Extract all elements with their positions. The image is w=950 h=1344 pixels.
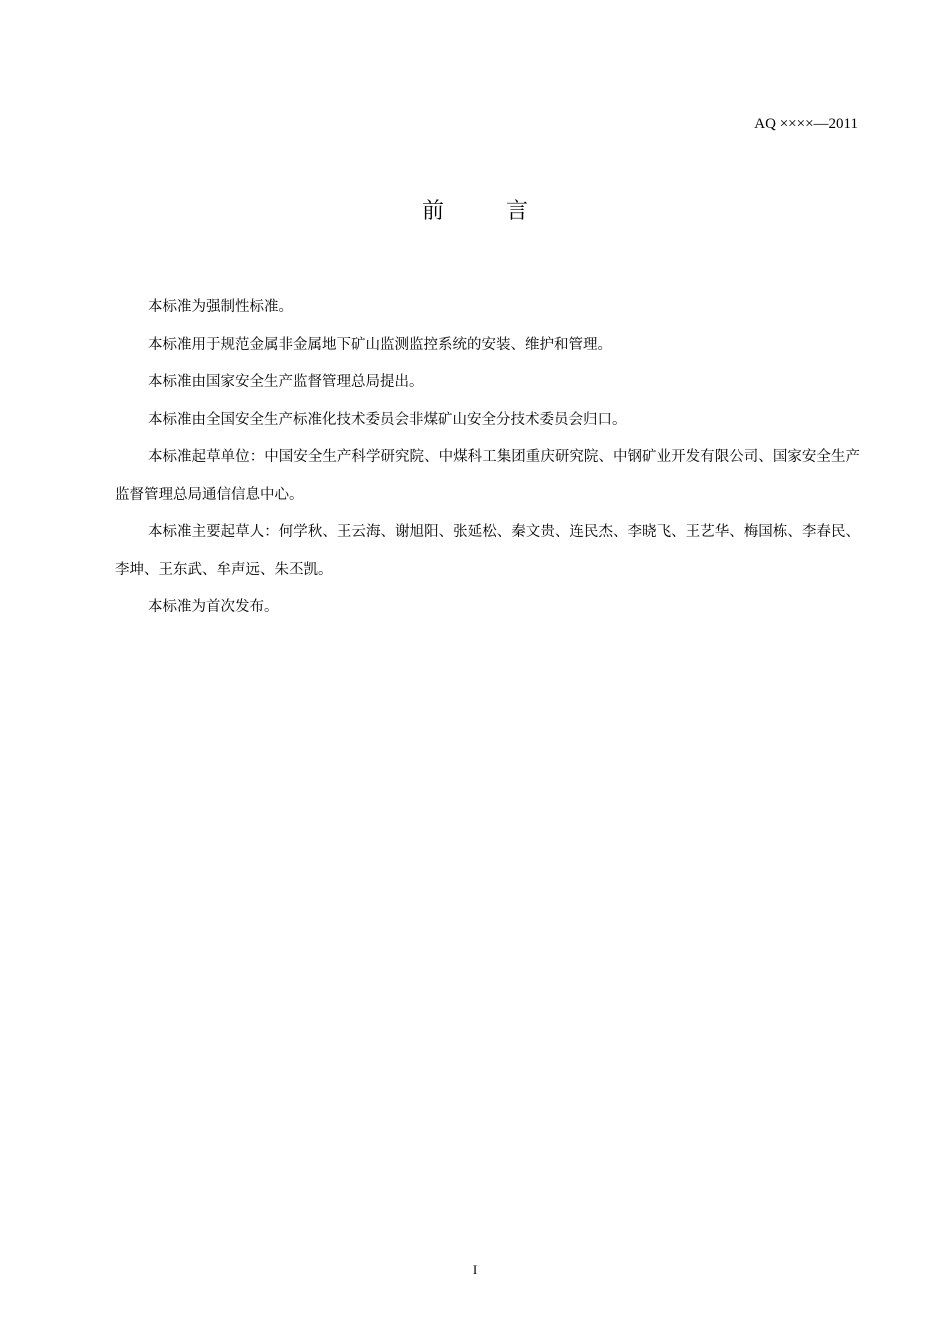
document-code: AQ ××××—2011	[754, 116, 858, 132]
foreword-body	[115, 289, 860, 627]
paragraph-drafting-units: 本标准起草单位：中国安全生产科学研究院、中煤科工集团重庆研究院、中钢矿业开发有限公司、国家安全生产监督管理总局通信信息中心。	[115, 449, 860, 503]
paragraph-committee: 本标准由全国安全生产标准化技术委员会非煤矿山安全分技术委员会归口。	[148, 411, 627, 428]
paragraph-scope: 本标准用于规范金属非金属地下矿山监测监控系统的安装、维护和管理。	[148, 336, 612, 353]
paragraph-first-release: 本标准为首次发布。	[148, 599, 279, 615]
page-title: 前言	[421, 199, 590, 224]
page-number: I	[472, 1262, 478, 1277]
paragraph-drafters: 本标准主要起草人：何学秋、王云海、谢旭阳、张延松、秦文贵、连民杰、李晓飞、王艺华、梅国栋、李春民、李坤、王东武、牟声远、朱丕凯。	[115, 524, 860, 578]
paragraph-mandatory: 本标准为强制性标准。	[148, 299, 293, 315]
paragraph-proposer: 本标准由国家安全生产监督管理总局提出。	[148, 374, 424, 390]
